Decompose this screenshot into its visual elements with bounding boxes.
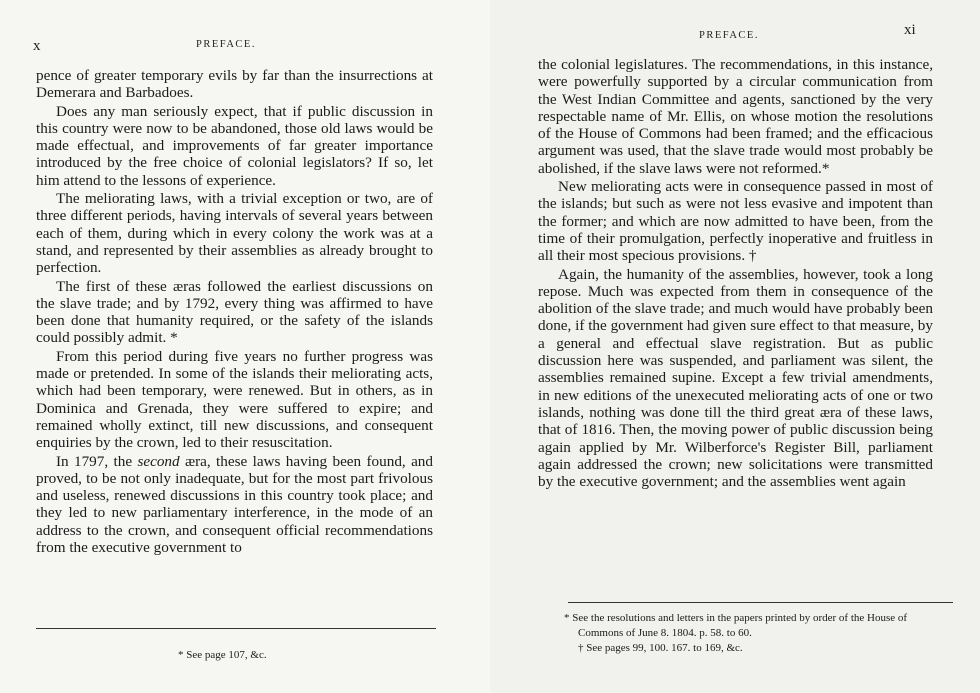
right-page — [490, 0, 980, 693]
paragraph: New meliorating acts were in consequence passed in most of the islands; but such as were not less evasive and impotent than the former; and which are now admitted to have been, from the time of their promulgation, perfectly inoperative and fruitless in all their most specious provisions. † — [538, 178, 933, 265]
footnote-rule — [568, 602, 953, 603]
footnote-text: * See the resolutions and letters in the papers printed by order of the House of Commons of June 8. 1804. p. 58. to 60. — [564, 612, 908, 639]
paragraph: The meliorating laws, with a trivial exception or two, are of three different periods, having intervals of several years between each of them, during which in every colony the work was at a stand, and represented by their assemblies as already brought to perfection. — [36, 190, 433, 277]
running-head: PREFACE. — [196, 39, 256, 50]
page-number: xi — [904, 22, 916, 38]
footnote-rule — [36, 628, 436, 629]
running-head: PREFACE. — [699, 30, 759, 41]
paragraph: From this period during five years no further progress was made or pretended. In some of the islands their meliorating acts, which had been temporary, were renewed. But in others, as in Dominica and Grenada, they were suffered to expire; and remained wholly extinct, till new discussions, and consequent enquiries by the crown, led to their resuscitation. — [36, 347, 433, 452]
body-text — [538, 56, 933, 490]
body-text — [36, 67, 433, 556]
paragraph: the colonial legislatures. The recommendations, in this instance, were powerfully supported by a circular communication from the West Indian Committee and agents, sanctioned by the very respectable name of Mr. Ellis, on whose motion the resolutions of the House of Commons had been framed; and the efficacious argument was used, that the slave trade would most probably be abolished, if the slave laws were not reformed.* — [538, 56, 933, 177]
paragraph: pence of greater temporary evils by far than the insurrections at Demerara and Barbadoes. — [36, 67, 433, 102]
footnote-text: † See pages 99, 100. 167. to 169, &c. — [578, 642, 743, 654]
paragraph: Does any man seriously expect, that if public discussion in this country were now to be abandoned, those old laws would be made effectual, and improvements of far greater importance introduced by the free choice of colonial legislators? If so, let him attend to the lessons of experience. — [36, 102, 433, 189]
footnote-text: * See page 107, &c. — [178, 649, 267, 661]
paragraph: The first of these æras followed the earliest discussions on the slave trade; and by 1792, every thing was affirmed to have been done that humanity required, or the safety of the islands could possibly admit. * — [36, 277, 433, 347]
paragraph: In 1797, the second æra, these laws having been found, and proved, to be not only inadequate, but for the most part frivolous and useless, renewed discussions in this country took place; and they led to new parliamentary interference, in the mode of an address to the crown, and consequent official recommendations from the executive government to — [36, 452, 433, 557]
footnotes — [564, 611, 954, 656]
footnote — [178, 648, 267, 663]
page-number: x — [33, 38, 41, 54]
paragraph: Again, the humanity of the assemblies, however, took a long repose. Much was expected from them in consequence of the abolition of the slave trade; and much would have probably been done, if the government had given sure effect to that measure, by a general and effectual slave registration. But as public discussion here was suspended, and parliament was silent, the assemblies remained supine. Except a few trivial amendments, in new editions of the unexecuted meliorating acts of one or two islands, nothing was done till the third great æra of these laws, that of 1816. Then, the moving power of public discussion being again applied by Mr. Wilberforce's Register Bill, parliament again addressed the crown; new solicitations were transmitted by the executive government; and the assemblies went again — [538, 265, 933, 491]
